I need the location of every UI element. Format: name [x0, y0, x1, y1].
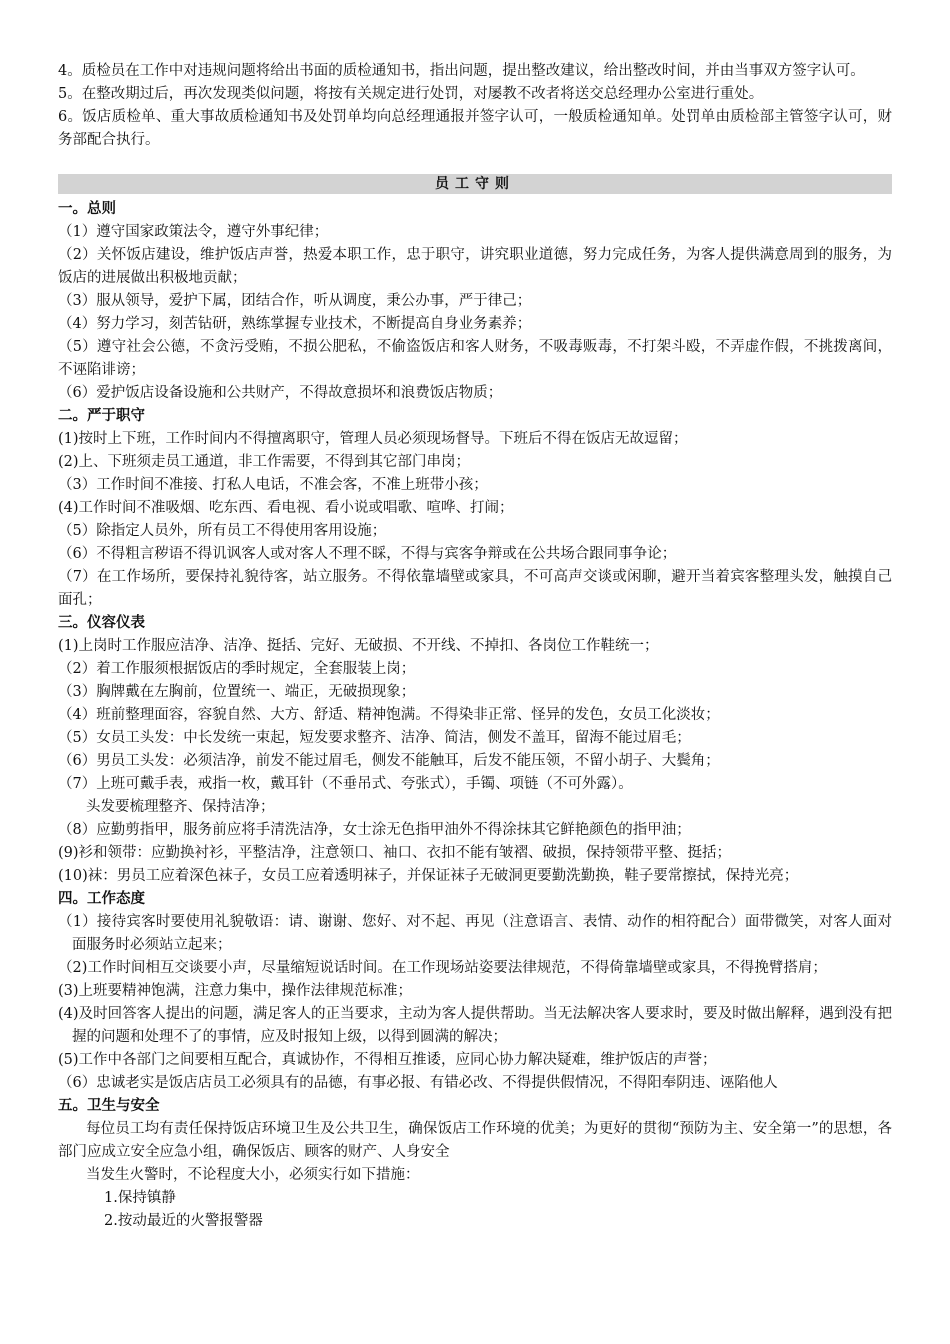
- list-item: （5）除指定人员外，所有员工不得使用客用设施；: [58, 523, 387, 539]
- spacer: [58, 152, 892, 174]
- fire-step-item: 1.保持镇静: [104, 1190, 176, 1206]
- list-item: （2）着工作服须根据饭店的季时规定，全套服装上岗；: [58, 661, 416, 677]
- list-item: （2)工作时间相互交谈要小声，尽量缩短说话时间。在工作现场站姿要法律规范，不得倚靠墙壁或家具，不得挽臂搭肩；: [58, 960, 827, 976]
- list-item: （4）班前整理面容，容貌自然、大方、舒适、精神饱满。不得染非正常、怪异的发色，女员工化淡妆；: [58, 707, 720, 723]
- paragraph: 每位员工均有责任保持饭店环境卫生及公共卫生，确保饭店工作环境的优美；为更好的贯彻“预防为主、安全第一”的思想，各部门应成立安全应急小组，确保饭店、顾客的财产、人身安全: [58, 1121, 892, 1160]
- fire-step-item: 2.按动最近的火警报警器: [104, 1213, 263, 1229]
- list-item: （3）胸牌戴在左胸前，位置统一、端正，无破损现象；: [58, 684, 416, 700]
- intro-paragraph-4: 4。质检员在工作中对违规问题将给出书面的质检通知书，指出问题，提出整改建议，给出整改时间，并由当事双方签字认可。: [58, 63, 865, 79]
- section-banner-title: 员工守则: [58, 174, 892, 194]
- section-heading-hygiene-safety: 五。卫生与安全: [58, 1098, 160, 1114]
- section-heading-appearance: 三。仪容仪表: [58, 615, 145, 631]
- list-item: (4)及时回答客人提出的问题，满足客人的正当要求，主动为客人提供帮助。当无法解决客人要求时，要及时做出解释，遇到没有把握的问题和处理不了的事情，应及时报知上级，以得到圆满的解决；: [58, 1006, 892, 1045]
- list-item: （5）女员工头发：中长发统一束起，短发要求整齐、洁净、简洁，侧发不盖耳，留海不能过眉毛；: [58, 730, 691, 746]
- list-item: (3)上班要精神饱满，注意力集中，操作法律规范标准；: [58, 983, 413, 999]
- list-item: （6）不得粗言秽语不得讥讽客人或对客人不理不睬，不得与宾客争辩或在公共场合跟同事争论；: [58, 546, 677, 562]
- intro-paragraph-5: 5。在整改期过后，再次发现类似问题，将按有关规定进行处罚，对屡教不改者将送交总经理办公室进行重处。: [58, 86, 764, 102]
- list-item: （1）接待宾客时要使用礼貌敬语：请、谢谢、您好、对不起、再见（注意语言、表情、动作的相符配合）面带微笑，对客人面对面服务时必须站立起来；: [58, 914, 892, 953]
- list-item: （6）男员工头发：必须洁净，前发不能过眉毛，侧发不能触耳，后发不能压领，不留小胡子、大鬓角；: [58, 753, 720, 769]
- paragraph: 当发生火警时，不论程度大小，必须实行如下措施：: [86, 1167, 420, 1183]
- list-item: （3）工作时间不准接、打私人电话，不准会客，不准上班带小孩；: [58, 477, 488, 493]
- section-heading-duty: 二。严于职守: [58, 408, 145, 424]
- list-item: （6）爱护饭店设备设施和公共财产，不得故意损坏和浪费饭店物质；: [58, 385, 503, 401]
- list-item: （2）关怀饭店建设，维护饭店声誉，热爱本职工作，忠于职守，讲究职业道德，努力完成任务，为客人提供满意周到的服务，为饭店的进展做出积极地贡献；: [58, 247, 892, 286]
- list-item: （4）努力学习，刻苦钻研，熟练掌握专业技术，不断提高自身业务素养；: [58, 316, 532, 332]
- list-item: （7）上班可戴手表，戒指一枚，戴耳针（不垂吊式、夸张式），手镯、项链（不可外露）。: [58, 776, 633, 792]
- list-item: （1）遵守国家政策法令，遵守外事纪律；: [58, 224, 329, 240]
- list-item: (4)工作时间不准吸烟、吃东西、看电视、看小说或唱歌、喧哗、打闹；: [58, 500, 514, 516]
- list-item: (10)袜：男员工应着深色袜子，女员工应着透明袜子，并保证袜子无破洞更要勤洗勤换，鞋子要常擦拭，保持光亮；: [58, 868, 799, 884]
- document-page: [58, 60, 892, 1233]
- section-heading-attitude: 四。工作态度: [58, 891, 145, 907]
- list-item-continuation: 头发要梳理整齐、保持洁净；: [86, 799, 275, 815]
- list-item: (1)按时上下班，工作时间内不得擅离职守，管理人员必须现场督导。下班后不得在饭店无故逗留；: [58, 431, 688, 447]
- intro-block: [58, 60, 892, 152]
- section-heading-general: 一。总则: [58, 201, 116, 217]
- list-item: (1)上岗时工作服应洁净、洁净、挺括、完好、无破损、不开线、不掉扣、各岗位工作鞋统一；: [58, 638, 659, 654]
- list-item: （3）服从领导，爱护下属，团结合作，听从调度，秉公办事，严于律己；: [58, 293, 532, 309]
- list-item: （6）忠诚老实是饭店店员工必须具有的品德，有事必报、有错必改、不得提供假情况，不得阳奉阴违、诬陷他人: [58, 1075, 778, 1091]
- intro-paragraph-6: 6。饭店质检单、重大事故质检通知书及处罚单均向总经理通报并签字认可，一般质检通知单。处罚单由质检部主管签字认可，财务部配合执行。: [58, 109, 892, 148]
- list-item: （8）应勤剪指甲，服务前应将手清洗洁净，女士涂无色指甲油外不得涂抹其它鲜艳颜色的指甲油；: [58, 822, 691, 838]
- list-item: (9)衫和领带：应勤换衬衫，平整洁净，注意领口、袖口、衣扣不能有皱褶、破损，保持领带平整、挺括；: [58, 845, 732, 861]
- list-item: (2)上、下班须走员工通道，非工作需要，不得到其它部门串岗；: [58, 454, 471, 470]
- list-item: （7）在工作场所，要保持礼貌待客，站立服务。不得依靠墙壁或家具，不可高声交谈或闲聊，避开当着宾客整理头发，触摸自己面孔；: [58, 569, 892, 608]
- list-item: （5）遵守社会公德，不贪污受贿，不损公肥私，不偷盗饭店和客人财务，不吸毒贩毒，不打架斗殴，不弄虚作假，不挑拨离间，不诬陷诽谤；: [58, 339, 892, 378]
- list-item: (5)工作中各部门之间要相互配合，真诚协作，不得相互推诿，应同心协力解决疑难，维护饭店的声誉；: [58, 1052, 717, 1068]
